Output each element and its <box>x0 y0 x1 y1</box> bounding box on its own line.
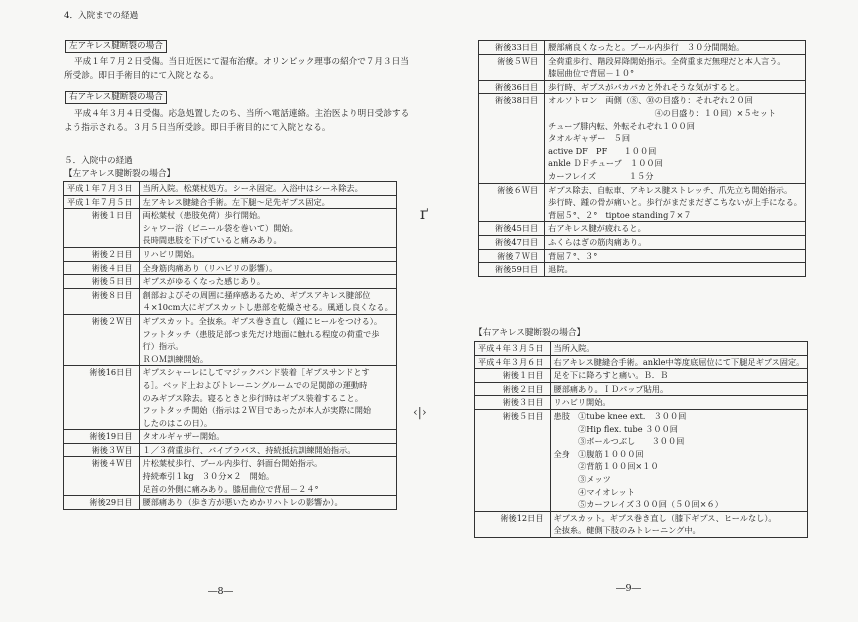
row-date-cell: 術後１日目 <box>475 369 551 383</box>
row-note-cell: 右アキレス腱縫合手術。ankle中等度底屈位にて下腿足ギプス固定。 <box>550 355 808 369</box>
row-note-cell: ギプスカット。全抜糸。ギプス巻き直し（踵にヒールをつける）。 <box>139 314 396 327</box>
table-row <box>479 80 806 94</box>
row-note-cell: ふくらはぎの筋肉痛あり。 <box>545 235 806 249</box>
scan-mark-top: ґ <box>420 204 429 223</box>
row-note-cell: ③メッツ <box>550 473 808 486</box>
table-row <box>479 41 806 55</box>
para2-line1: 平成４年３月４日受傷。応急処置したのち、当所へ電話連絡。主治医より明日受診する <box>74 109 410 119</box>
row-note-cell: 片松葉杖歩行、プール内歩行、斜面台開始指示。 <box>139 457 396 470</box>
row-note-cell: 長時間患肢を下げていると痛みあり。 <box>139 234 396 247</box>
row-note-cell: 患肢 ①tube knee ext. ３００回 <box>550 409 808 422</box>
row-date-cell: 術後２日目 <box>64 247 140 261</box>
row-note-cell: 背屈７°、３° <box>545 249 806 263</box>
row-note-cell: フットタッチ（患肢足部つま先だけ地面に触れる程度の荷重で歩 <box>139 328 396 341</box>
row-note-cell: オルソトロン 両側（⑧、⑩の目盛り：それぞれ２０回 <box>545 94 806 107</box>
right-case-label: 【右アキレス腱断裂の場合】 <box>474 328 586 338</box>
row-note-cell: 全抜糸。健側下肢のみトレーニング中。 <box>550 524 808 537</box>
row-note-cell: ４×10cm大にギプスカットし患部を乾燥させる。風通し良くなる。 <box>139 301 396 314</box>
table-row <box>64 288 397 301</box>
row-note-cell: ギプス除去、自転車、アキレス腱ストレッチ、爪先立ち開始指示。 <box>545 183 806 196</box>
row-note-cell: タオルギャザー開始。 <box>139 430 396 444</box>
table-row <box>64 314 397 327</box>
row-note-cell: １／３荷重歩行、バイブラバス、持続抵抗訓練開始指示。 <box>139 443 396 457</box>
row-date-cell: 術後59日目 <box>479 263 545 277</box>
row-date-cell: 平成１年７月５日 <box>64 195 140 209</box>
table-row <box>479 183 806 196</box>
table-row <box>475 511 808 524</box>
row-note-cell: 背屈５°、２° tiptoe standing７×７ <box>545 209 806 222</box>
row-note-cell: 持続牽引１kg ３０分×２ 開始。 <box>139 470 396 483</box>
table-row <box>64 275 397 289</box>
row-date-cell: 平成４年３月５日 <box>475 342 551 356</box>
row-note-cell: カーフレイズ １５分 <box>545 170 806 183</box>
table-row <box>475 342 808 356</box>
table-row <box>64 430 397 444</box>
row-note-cell: チューブ腓内転、外転それぞれ１００回 <box>545 120 806 133</box>
row-note-cell: ②Hip flex. tube ３００回 <box>550 423 808 436</box>
table-row <box>479 94 806 107</box>
row-date-cell: 術後３Ｗ目 <box>64 443 140 457</box>
row-note-cell: 右アキレス腱が疲れると。 <box>545 222 806 236</box>
row-note-cell: ④の目盛り：１０回）×５セット <box>545 107 806 120</box>
row-date-cell: 術後５Ｗ目 <box>479 54 545 80</box>
row-note-cell: active DF PF １００回 <box>545 145 806 158</box>
table-row <box>64 261 397 275</box>
row-date-cell: 術後36日目 <box>479 80 545 94</box>
row-note-cell: ③ボールつぶし ３００回 <box>550 435 808 448</box>
para2-line2: よう指示される。３月５日当所受診。即日手術目的にて入院となる。 <box>64 123 331 133</box>
table-row <box>475 409 808 422</box>
row-note-cell: 膝屈曲位で背屈－１０° <box>545 67 806 80</box>
right-rupture-subheading: 右アキレス腱断裂の場合 <box>65 91 167 104</box>
row-note-cell: 歩行時、踵の骨が痛いと。歩行がまだまだぎこちないが上手になる。 <box>545 196 806 209</box>
row-date-cell: 術後47日目 <box>479 235 545 249</box>
row-note-cell: タオルギャザー ５回 <box>545 132 806 145</box>
right-course-table <box>474 341 808 538</box>
table-row <box>64 366 397 379</box>
right-page <box>429 0 858 622</box>
row-date-cell: 術後12日目 <box>475 511 551 537</box>
row-note-cell: 腰部痛良くなったと。プール内歩行 ３０分間開始。 <box>545 41 806 55</box>
row-note-cell: リハビリ開始。 <box>550 396 808 410</box>
table-row <box>479 222 806 236</box>
table-row <box>475 355 808 369</box>
row-note-cell: のみギプス除去。寝るときと歩行時はギプス装着すること。 <box>139 392 396 405</box>
row-note-cell: ankle ＤＦチューブ １００回 <box>545 157 806 170</box>
para1-line1: 平成１年７月２日受傷。当日近医にて湿布治療。オリンピック理事の紹介で７月３日当 <box>74 57 409 67</box>
para1-line2: 所受診。即日手術目的にて入院となる。 <box>64 71 219 81</box>
row-note-cell: ⑤カーフレイズ３００回（５０回×６） <box>550 498 808 511</box>
table-row <box>64 182 397 196</box>
scan-mark-mid: ‹|› <box>413 405 427 419</box>
page-number-left: ―8― <box>208 586 234 597</box>
row-note-cell: 全身 ①腹筋１０００回 <box>550 448 808 461</box>
row-date-cell: 術後５日目 <box>475 409 551 511</box>
right-course-table-continued <box>478 40 806 277</box>
row-note-cell: 歩行時、ギプスがパカパカと外れそうな気がすると。 <box>545 80 806 94</box>
table-row <box>479 235 806 249</box>
table-row <box>479 249 806 263</box>
row-date-cell: 術後７Ｗ目 <box>479 249 545 263</box>
row-date-cell: 術後５日目 <box>64 275 140 289</box>
row-date-cell: 術後16日目 <box>64 366 140 430</box>
row-note-cell: リハビリ開始。 <box>139 247 396 261</box>
row-note-cell: したのはこの日）。 <box>139 417 396 430</box>
row-note-cell: 腰部痛あり。ＩＤパップ貼用。 <box>550 382 808 396</box>
row-note-cell: シャワー浴（ビニール袋を巻いて）開始。 <box>139 222 396 235</box>
row-date-cell: 術後２日目 <box>475 382 551 396</box>
row-date-cell: 術後６Ｗ目 <box>479 183 545 222</box>
table-row <box>64 209 397 222</box>
row-date-cell: 術後29日目 <box>64 496 140 510</box>
row-date-cell: 術後２Ｗ目 <box>64 314 140 365</box>
section-4-heading: 4．入院までの経過 <box>64 11 139 21</box>
row-note-cell: ギプスがゆるくなった感じあり。 <box>139 275 396 289</box>
row-date-cell: 術後45日目 <box>479 222 545 236</box>
row-date-cell: 術後１日目 <box>64 209 140 248</box>
table-row <box>64 457 397 470</box>
row-date-cell: 平成１年７月３日 <box>64 182 140 196</box>
table-row <box>479 54 806 67</box>
table-row <box>64 443 397 457</box>
table-row <box>64 195 397 209</box>
row-note-cell: 腰部痛あり（歩き方が悪いためかリハトレの影響か）。 <box>139 496 396 510</box>
row-note-cell: る］。ベッド上およびトレーニングルームでの足関節の運動時 <box>139 379 396 392</box>
row-note-cell: ギプスシャーレにしてマジックバンド装着［ギプスサンドとす <box>139 366 396 379</box>
row-note-cell: ＲＯＭ訓練開始。 <box>139 353 396 366</box>
left-course-table <box>63 181 397 510</box>
row-date-cell: 術後19日目 <box>64 430 140 444</box>
row-note-cell: ②背筋１００回×１０ <box>550 460 808 473</box>
left-rupture-subheading: 左アキレス腱断裂の場合 <box>65 40 167 53</box>
row-note-cell: 全荷重歩行、階段昇降開始指示。全荷重まだ無理だと本人言う。 <box>545 54 806 67</box>
row-date-cell: 術後３日目 <box>475 396 551 410</box>
row-note-cell: ギプスカット。ギプス巻き直し（膝下ギプス、ヒールなし）。 <box>550 511 808 524</box>
row-note-cell: 退院。 <box>545 263 806 277</box>
table-row <box>64 247 397 261</box>
row-date-cell: 術後４Ｗ目 <box>64 457 140 496</box>
row-note-cell: 行）指示。 <box>139 340 396 353</box>
row-date-cell: 術後４日目 <box>64 261 140 275</box>
row-date-cell: 術後38日目 <box>479 94 545 183</box>
row-note-cell: 全身筋肉痛あり（リハビリの影響）。 <box>139 261 396 275</box>
row-note-cell: ④マイオレット <box>550 486 808 499</box>
row-note-cell: 創部およびその周囲に掻痒感あるため、ギプスアキレス腱部位 <box>139 288 396 301</box>
row-date-cell: 術後33日目 <box>479 41 545 55</box>
table-row <box>475 369 808 383</box>
left-case-label: 【左アキレス腱断裂の場合】 <box>64 169 176 179</box>
row-date-cell: 術後８日目 <box>64 288 140 314</box>
row-note-cell: 足首の外側に痛みあり。膝屈曲位で背屈－２４° <box>139 483 396 496</box>
row-note-cell: 当所入院。松葉杖処方。シーネ固定。入浴中はシーネ除去。 <box>139 182 396 196</box>
page-number-right: ―9― <box>616 583 642 594</box>
table-row <box>64 496 397 510</box>
table-row <box>479 263 806 277</box>
row-note-cell: フットタッチ開始（指示は２Ｗ目であったが本人が実際に開始 <box>139 404 396 417</box>
table-row <box>475 382 808 396</box>
row-note-cell: 当所入院。 <box>550 342 808 356</box>
row-note-cell: 両松葉杖（患肢免荷）歩行開始。 <box>139 209 396 222</box>
table-row <box>475 396 808 410</box>
row-note-cell: 左アキレス腱縫合手術。左下腿～足先ギプス固定。 <box>139 195 396 209</box>
section-5-heading: ５．入院中の経過 <box>64 156 133 166</box>
row-note-cell: 足を下に降ろすと痛い。Ｂ．Ｂ <box>550 369 808 383</box>
row-date-cell: 平成４年３月６日 <box>475 355 551 369</box>
